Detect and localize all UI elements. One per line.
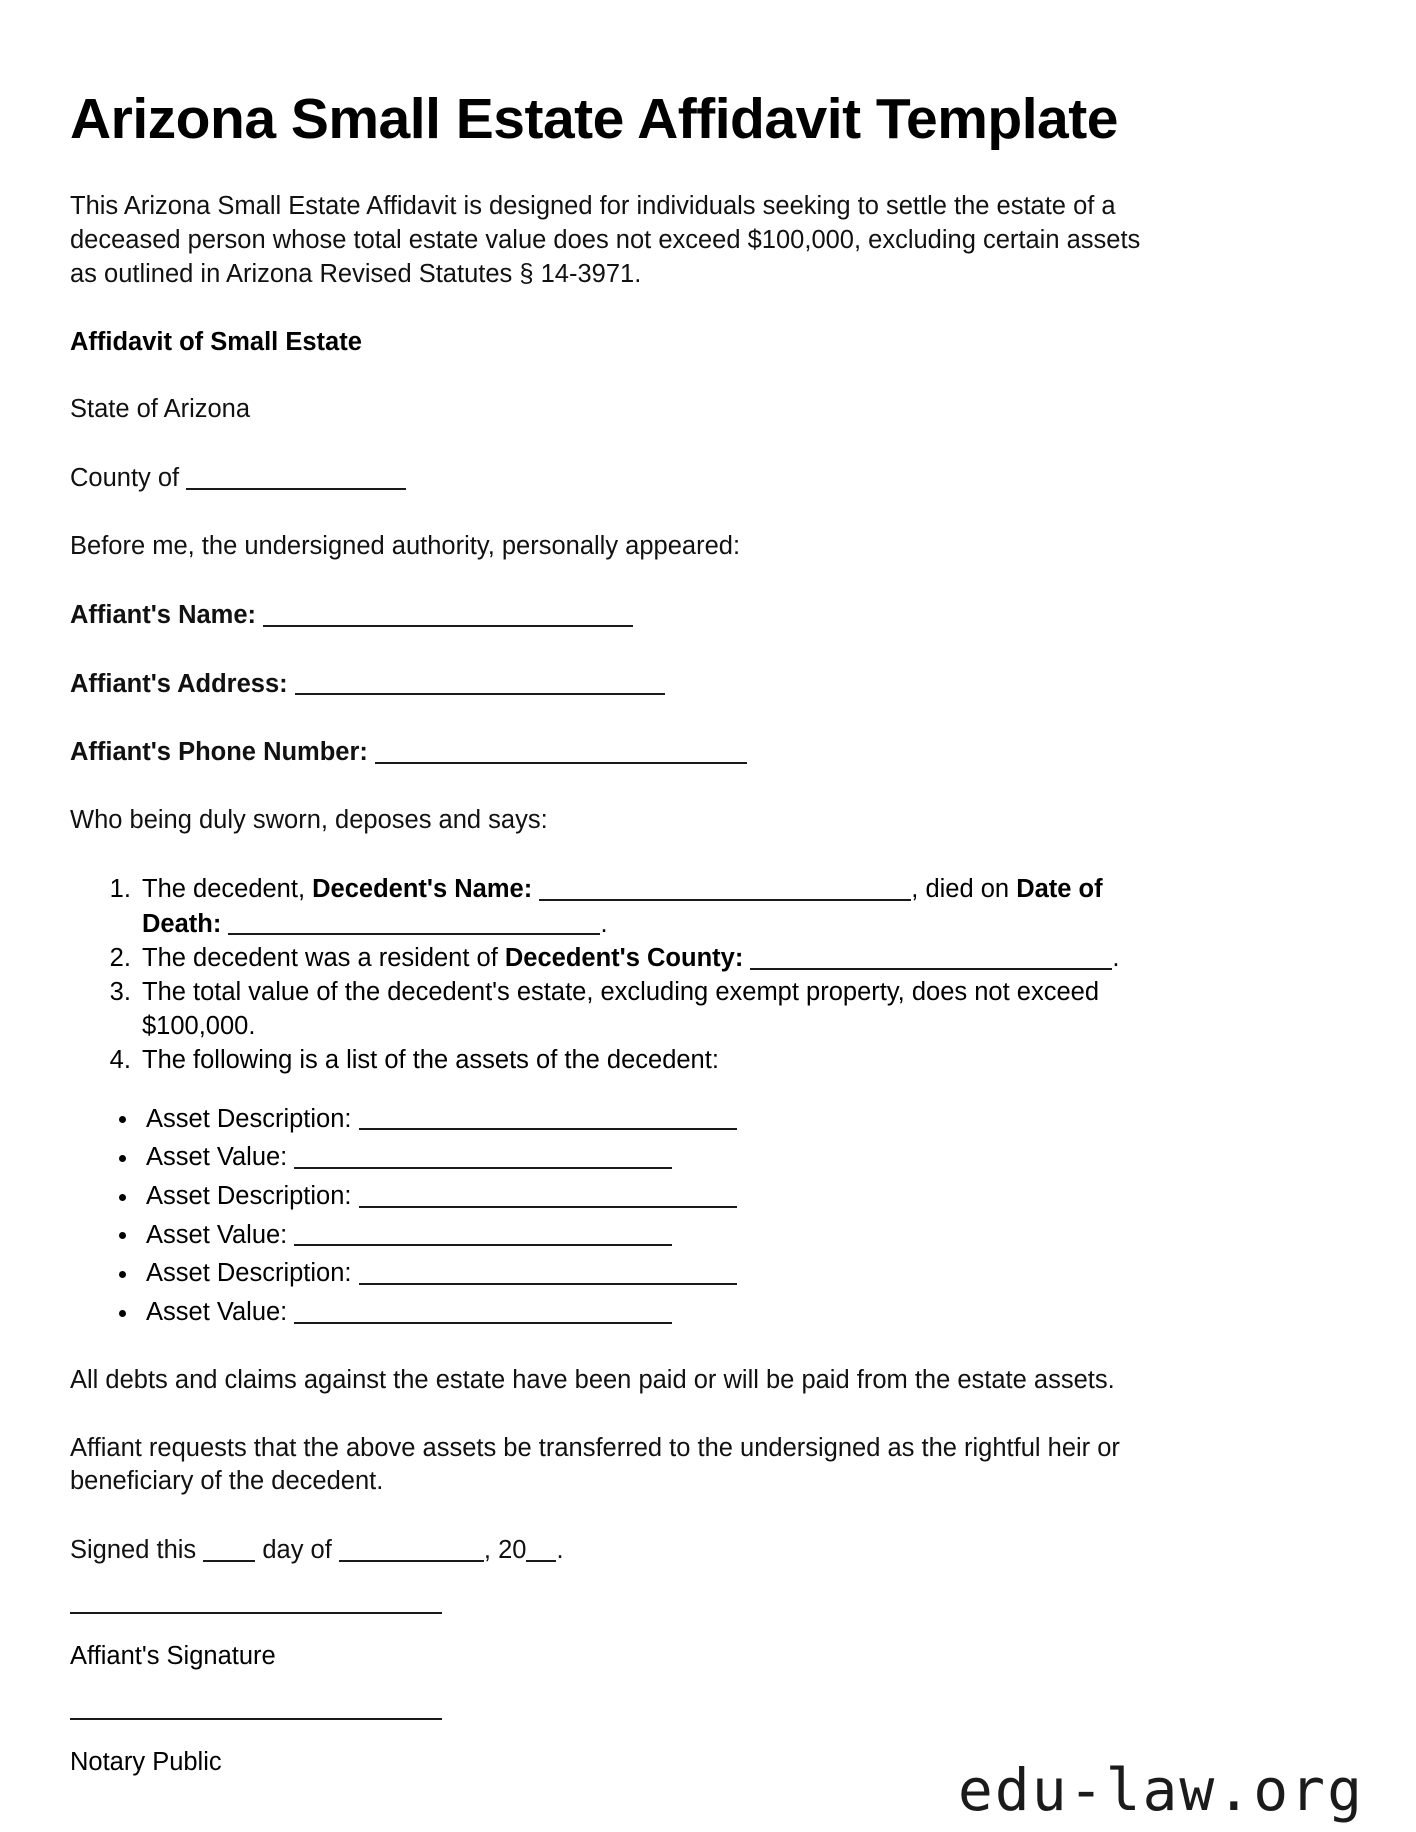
list-item	[138, 872, 1160, 941]
state-line: State of Arizona	[70, 395, 251, 424]
affiant-address-blank-field[interactable]	[295, 667, 665, 696]
decedent-county-label: Decedent's County:	[504, 943, 744, 972]
notary-signature-rule[interactable]	[70, 1718, 442, 1720]
date-of-death-blank-field[interactable]	[228, 907, 600, 936]
affidavit-statements-list	[70, 872, 1160, 1078]
decedent-county-blank-field[interactable]	[750, 941, 1112, 970]
affiant-phone-label: Affiant's Phone Number:	[70, 738, 368, 767]
asset-value-label: Asset Value:	[146, 1143, 295, 1172]
decedent-name-label: Decedent's Name:	[312, 874, 533, 903]
decedent-name-blank-field[interactable]	[539, 872, 911, 901]
intro-paragraph: This Arizona Small Estate Affidavit is designed for individuals seeking to settle the estate of a deceased person whose total estate value does not exceed $100,000, excluding certain assets as outlined in Arizona Revised Statutes § 14-3971.	[70, 191, 1141, 288]
affiant-name-line	[70, 598, 1160, 633]
list-item	[140, 1179, 1160, 1214]
list-item: 4. The following is a list of the assets of the decedent:	[138, 1044, 1160, 1078]
item1-pre: The decedent,	[142, 874, 313, 903]
item1-end: .	[600, 909, 608, 938]
asset-description-blank-field[interactable]	[359, 1179, 737, 1208]
list-item: 3. The total value of the decedent's estate, excluding exempt property, does not exceed $100,000.	[138, 976, 1160, 1044]
signed-month-blank-field[interactable]	[339, 1533, 484, 1562]
list-item	[140, 1218, 1160, 1253]
date-of-death-label: Date of Death:	[142, 874, 1103, 938]
site-watermark: edu-law.org	[957, 1756, 1364, 1824]
item2-pre: The decedent was a resident of	[142, 943, 505, 972]
list-item	[140, 1140, 1160, 1175]
asset-description-label: Asset Description:	[146, 1259, 359, 1288]
list-item	[140, 1102, 1160, 1137]
asset-value-label: Asset Value:	[146, 1220, 295, 1249]
item2-end: .	[1112, 943, 1120, 972]
page-title: Arizona Small Estate Affidavit Template	[70, 87, 1118, 151]
signed-this-end: .	[556, 1536, 564, 1565]
county-label: County of	[70, 464, 187, 493]
section-heading-affidavit: Affidavit of Small Estate	[70, 327, 362, 356]
asset-list	[70, 1102, 1160, 1330]
item1-mid: , died on	[911, 874, 1017, 903]
affiant-signature-rule[interactable]	[70, 1612, 442, 1614]
signed-year-prefix: , 20	[483, 1536, 527, 1565]
affiant-address-line	[70, 667, 1160, 702]
sworn-line: Who being duly sworn, deposes and says:	[70, 805, 548, 834]
signed-this-line	[70, 1533, 1160, 1568]
affiant-address-label: Affiant's Address:	[70, 669, 288, 698]
county-line	[70, 461, 1160, 496]
asset-value-label: Asset Value:	[146, 1297, 295, 1326]
asset-description-blank-field[interactable]	[359, 1102, 737, 1131]
affiant-name-label: Affiant's Name:	[70, 600, 257, 629]
list-item	[140, 1295, 1160, 1330]
signed-this-mid: day of	[255, 1536, 339, 1565]
asset-description-label: Asset Description:	[146, 1104, 359, 1133]
asset-description-blank-field[interactable]	[359, 1256, 737, 1285]
signed-this-pre: Signed this	[70, 1536, 204, 1565]
signed-day-blank-field[interactable]	[203, 1533, 255, 1562]
debts-paragraph: All debts and claims against the estate have been paid or will be paid from the estate assets.	[70, 1365, 1115, 1394]
list-item	[138, 941, 1160, 976]
notary-public-caption: Notary Public	[70, 1747, 222, 1776]
document-body	[70, 88, 1160, 1780]
affiant-signature-caption: Affiant's Signature	[70, 1642, 276, 1671]
signed-year-blank-field[interactable]	[526, 1533, 556, 1562]
affiant-name-blank-field[interactable]	[263, 598, 633, 627]
before-me-line: Before me, the undersigned authority, personally appeared:	[70, 532, 741, 561]
asset-value-blank-field[interactable]	[294, 1140, 672, 1169]
affiant-phone-line	[70, 735, 1160, 770]
asset-value-blank-field[interactable]	[294, 1218, 672, 1247]
list-item	[140, 1256, 1160, 1291]
asset-value-blank-field[interactable]	[294, 1295, 672, 1324]
transfer-paragraph: Affiant requests that the above assets be transferred to the undersigned as the rightful heir or beneficiary of the decedent.	[70, 1433, 1120, 1496]
affiant-phone-blank-field[interactable]	[375, 735, 747, 764]
county-blank-field[interactable]	[186, 461, 406, 490]
asset-description-label: Asset Description:	[146, 1181, 359, 1210]
